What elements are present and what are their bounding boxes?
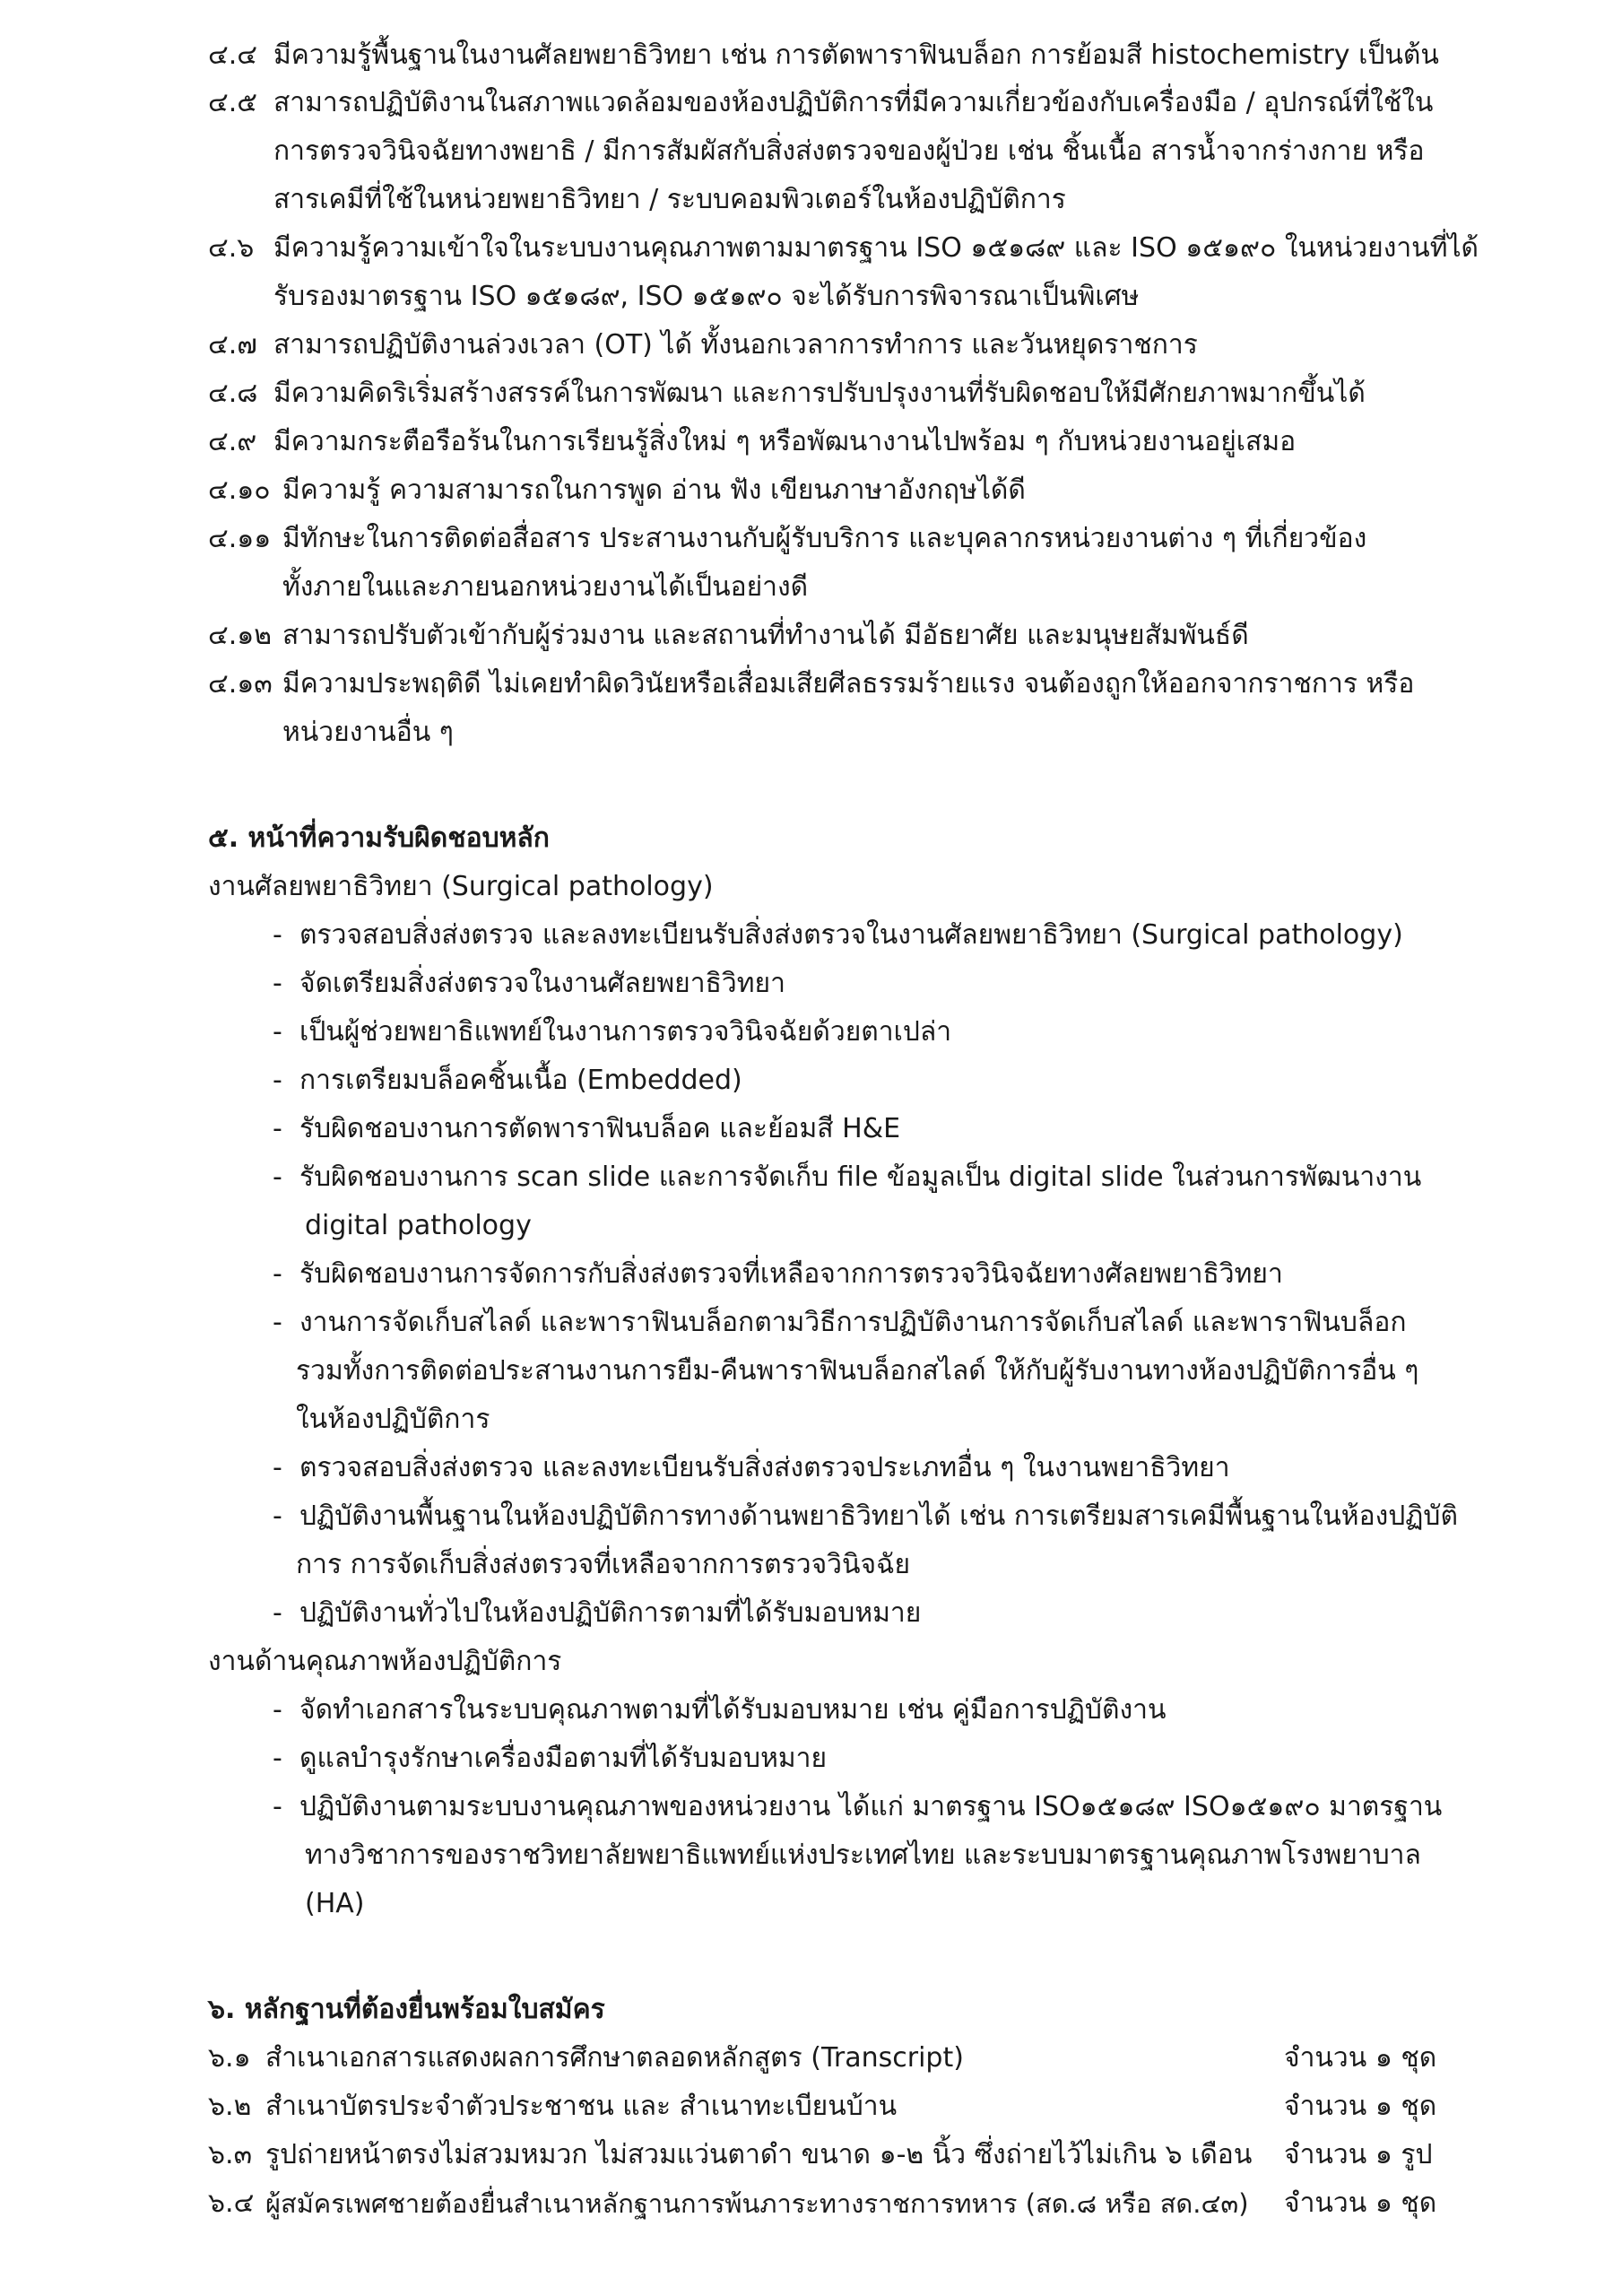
duty-item: ปฏิบัติงานพื้นฐานในห้องปฏิบัติการทางด้านพยาธิวิทยาได้ เช่น การเตรียมสารเคมีพื้นฐานในห้องปฏิบัติ xyxy=(299,1500,1458,1532)
bullet-dash: - xyxy=(273,1016,282,1048)
item-text: สารเคมีที่ใช้ในหน่วยพยาธิวิทยา / ระบบคอมพิวเตอร์ในห้องปฏิบัติการ xyxy=(273,184,1066,215)
duty-item: ตรวจสอบสิ่งส่งตรวจ และลงทะเบียนรับสิ่งส่งตรวจประเภทอื่น ๆ ในงานพยาธิวิทยา xyxy=(299,1452,1230,1483)
quality-item-cont: (HA) xyxy=(305,1888,365,1919)
item-number: ๔.๕ xyxy=(208,87,257,118)
bullet-dash: - xyxy=(273,1113,282,1144)
section-heading: ๖. หลักฐานที่ต้องยื่นพร้อมใบสมัคร xyxy=(208,1994,605,2025)
item-text: หน่วยงานอื่น ๆ xyxy=(282,717,454,748)
document-item: สำเนาบัตรประจำตัวประชาชน และ สำเนาทะเบียนบ้าน xyxy=(265,2091,898,2122)
document-item: รูปถ่ายหน้าตรงไม่สวมหมวก ไม่สวมแว่นตาดำ ขนาด ๑-๒ นิ้ว ซึ่งถ่ายไว้ไม่เกิน ๖ เดือน xyxy=(265,2139,1253,2170)
duty-item-cont: รวมทั้งการติดต่อประสานงานการยืม-คืนพาราฟินบล็อกสไลด์ ให้กับผู้รับงานทางห้องปฏิบัติการอื่น ๆ xyxy=(296,1355,1419,1387)
quality-item-cont: ทางวิชาการของราชวิทยาลัยพยาธิแพทย์แห่งประเทศไทย และระบบมาตรฐานคุณภาพโรงพยาบาล xyxy=(305,1839,1421,1871)
item-text: ทั้งภายในและภายนอกหน่วยงานได้เป็นอย่างดี xyxy=(282,571,809,603)
duty-item: รับผิดชอบงานการตัดพาราฟินบล็อค และย้อมสี H&E xyxy=(299,1113,901,1144)
group-title: งานด้านคุณภาพห้องปฏิบัติการ xyxy=(208,1646,562,1677)
item-number: ๔.๖ xyxy=(208,232,255,264)
group-title: งานศัลยพยาธิวิทยา (Surgical pathology) xyxy=(208,871,714,902)
duty-item: ตรวจสอบสิ่งส่งตรวจ และลงทะเบียนรับสิ่งส่งตรวจในงานศัลยพยาธิวิทยา (Surgical pathology) xyxy=(299,919,1403,951)
item-text: มีความรู้ความเข้าใจในระบบงานคุณภาพตามมาตรฐาน ISO ๑๕๑๘๙ และ ISO ๑๕๑๙๐ ในหน่วยงานที่ได้ xyxy=(273,232,1479,264)
item-number: ๖.๒ xyxy=(208,2091,252,2122)
item-text: มีความรู้พื้นฐานในงานศัลยพยาธิวิทยา เช่น การตัดพาราฟินบล็อก การย้อมสี histochemistry เป็นต้น xyxy=(273,39,1439,71)
bullet-dash: - xyxy=(273,919,282,951)
duty-item: เป็นผู้ช่วยพยาธิแพทย์ในงานการตรวจวินิจฉัยด้วยตาเปล่า xyxy=(299,1016,952,1048)
item-number: ๔.๑๒ xyxy=(208,620,273,651)
bullet-dash: - xyxy=(273,968,282,999)
bullet-dash: - xyxy=(273,1258,282,1290)
duty-item: ปฏิบัติงานทั่วไปในห้องปฏิบัติการตามที่ได้รับมอบหมาย xyxy=(299,1597,922,1629)
item-text: สามารถปรับตัวเข้ากับผู้ร่วมงาน และสถานที่ทำงานได้ มีอัธยาศัย และมนุษยสัมพันธ์ดี xyxy=(282,620,1249,651)
bullet-dash: - xyxy=(273,1694,282,1726)
bullet-dash: - xyxy=(273,1161,282,1193)
quality-item: ปฏิบัติงานตามระบบงานคุณภาพของหน่วยงาน ได้แก่ มาตรฐาน ISO๑๕๑๘๙ ISO๑๕๑๙๐ มาตรฐาน xyxy=(299,1791,1443,1822)
item-quantity: จำนวน ๑ รูป xyxy=(1284,2139,1433,2170)
quality-item: จัดทำเอกสารในระบบคุณภาพตามที่ได้รับมอบหมาย เช่น คู่มือการปฏิบัติงาน xyxy=(299,1694,1167,1726)
item-number: ๔.๔ xyxy=(208,39,257,71)
bullet-dash: - xyxy=(273,1452,282,1483)
item-number: ๖.๓ xyxy=(208,2139,253,2170)
item-number: ๔.๗ xyxy=(208,329,257,361)
bullet-dash: - xyxy=(273,1065,282,1096)
item-text: สามารถปฏิบัติงานล่วงเวลา (OT) ได้ ทั้งนอกเวลาการทำการ และวันหยุดราชการ xyxy=(273,329,1198,361)
item-number: ๖.๑ xyxy=(208,2042,251,2074)
bullet-dash: - xyxy=(273,1500,282,1532)
item-text: มีความคิดริเริ่มสร้างสรรค์ในการพัฒนา และการปรับปรุงงานที่รับผิดชอบให้มีศักยภาพมากขึ้นได้ xyxy=(273,378,1366,409)
bullet-dash: - xyxy=(273,1597,282,1629)
bullet-dash: - xyxy=(273,1791,282,1822)
duty-item-cont: การ การจัดเก็บสิ่งส่งตรวจที่เหลือจากการตรวจวินิจฉัย xyxy=(296,1549,911,1580)
document-item: ผู้สมัครเพศชายต้องยื่นสำเนาหลักฐานการพ้นภาระทางราชการทหาร (สด.๘ หรือ สด.๔๓) xyxy=(265,2188,1249,2219)
duty-item: งานการจัดเก็บสไลด์ และพาราฟินบล็อกตามวิธีการปฏิบัติงานการจัดเก็บสไลด์ และพาราฟินบล็อก xyxy=(299,1307,1407,1338)
item-quantity: จำนวน ๑ ชุด xyxy=(1284,2187,1437,2219)
item-number: ๖.๔ xyxy=(208,2187,255,2219)
item-number: ๔.๑๓ xyxy=(208,668,273,700)
bullet-dash: - xyxy=(273,1307,282,1338)
item-text: มีทักษะในการติดต่อสื่อสาร ประสานงานกับผู้รับบริการ และบุคลากรหน่วยงานต่าง ๆ ที่เกี่ยวข้อง xyxy=(282,523,1367,554)
item-number: ๔.๘ xyxy=(208,378,258,409)
item-quantity: จำนวน ๑ ชุด xyxy=(1284,2091,1437,2122)
duty-item-cont: ในห้องปฏิบัติการ xyxy=(296,1404,490,1435)
section-heading: ๕. หน้าที่ความรับผิดชอบหลัก xyxy=(208,822,550,854)
quality-item: ดูแลบำรุงรักษาเครื่องมือตามที่ได้รับมอบหมาย xyxy=(299,1743,828,1774)
bullet-dash: - xyxy=(273,1743,282,1774)
duty-item: รับผิดชอบงานการ scan slide และการจัดเก็บ file ข้อมูลเป็น digital slide ในส่วนการพัฒนางาน xyxy=(299,1161,1422,1193)
item-text: สามารถปฏิบัติงานในสภาพแวดล้อมของห้องปฏิบัติการที่มีความเกี่ยวข้องกับเครื่องมือ / อุปกรณ์ที่ใช้ใน xyxy=(273,87,1434,118)
item-number: ๔.๙ xyxy=(208,426,257,457)
duty-item-cont: digital pathology xyxy=(305,1210,532,1241)
item-text: มีความรู้ ความสามารถในการพูด อ่าน ฟัง เขียนภาษาอังกฤษได้ดี xyxy=(282,474,1026,506)
item-text: มีความประพฤติดี ไม่เคยทำผิดวินัยหรือเสื่อมเสียศีลธรรมร้ายแรง จนต้องถูกให้ออกจากราชการ หรือ xyxy=(282,668,1415,700)
item-number: ๔.๑๐ xyxy=(208,474,271,506)
item-text: การตรวจวินิจฉัยทางพยาธิ / มีการสัมผัสกับสิ่งส่งตรวจของผู้ป่วย เช่น ชิ้นเนื้อ สารน้ำจากร่างกาย หรือ xyxy=(273,135,1425,167)
duty-item: การเตรียมบล็อคชิ้นเนื้อ (Embedded) xyxy=(299,1065,742,1096)
duty-item: รับผิดชอบงานการจัดการกับสิ่งส่งตรวจที่เหลือจากการตรวจวินิจฉัยทางศัลยพยาธิวิทยา xyxy=(299,1258,1283,1290)
document-item: สำเนาเอกสารแสดงผลการศึกษาตลอดหลักสูตร (Transcript) xyxy=(265,2042,964,2074)
item-text: รับรองมาตรฐาน ISO ๑๕๑๘๙, ISO ๑๕๑๙๐ จะได้รับการพิจารณาเป็นพิเศษ xyxy=(273,281,1140,312)
duty-item: จัดเตรียมสิ่งส่งตรวจในงานศัลยพยาธิวิทยา xyxy=(299,968,785,999)
item-quantity: จำนวน ๑ ชุด xyxy=(1284,2042,1437,2074)
item-text: มีความกระตือรือร้นในการเรียนรู้สิ่งใหม่ ๆ หรือพัฒนางานไปพร้อม ๆ กับหน่วยงานอยู่เสมอ xyxy=(273,426,1297,457)
item-number: ๔.๑๑ xyxy=(208,523,272,554)
